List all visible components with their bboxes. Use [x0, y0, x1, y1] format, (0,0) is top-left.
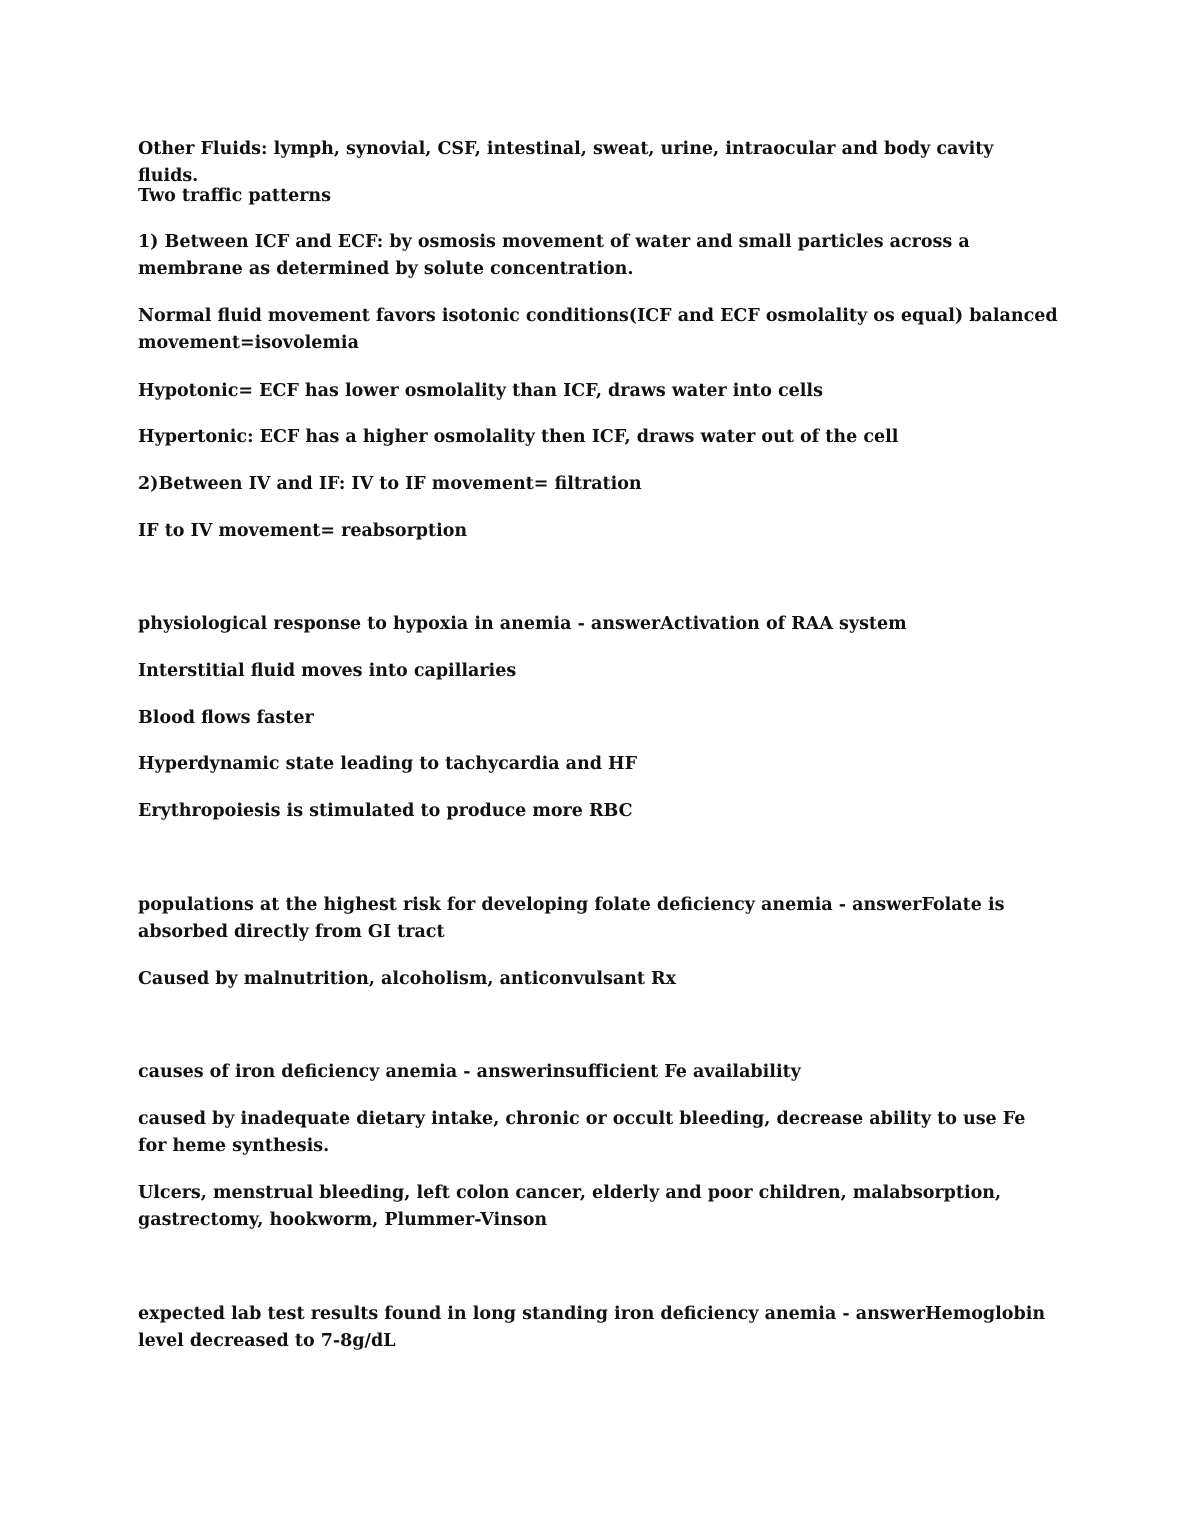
paragraph: Interstitial fluid moves into capillaries — [138, 661, 517, 681]
question-answer: populations at the highest risk for developing folate deficiency anemia - answerFolate is absorbed directly from GI tract — [138, 895, 1005, 942]
paragraph: Blood flows faster — [138, 708, 314, 728]
paragraph: Hypotonic= ECF has lower osmolality than ICF, draws water into cells — [138, 381, 823, 401]
paragraph: Erythropoiesis is stimulated to produce more RBC — [138, 801, 633, 821]
paragraph: 1) Between ICF and ECF: by osmosis movement of water and small particles across a membrane as determined by solute concentration. — [138, 232, 970, 279]
paragraph: IF to IV movement= reabsorption — [138, 521, 468, 541]
paragraph: Hyperdynamic state leading to tachycardia and HF — [138, 754, 638, 774]
paragraph: Ulcers, menstrual bleeding, left colon cancer, elderly and poor children, malabsorption, gastrectomy, hookworm, Plummer-Vinson — [138, 1183, 1002, 1230]
paragraph: 2)Between IV and IF: IV to IF movement= filtration — [138, 474, 642, 494]
question-answer: causes of iron deficiency anemia - answerinsufficient Fe availability — [138, 1062, 801, 1082]
question-answer: physiological response to hypoxia in anemia - answerActivation of RAA system — [138, 614, 907, 634]
paragraph: caused by inadequate dietary intake, chronic or occult bleeding, decrease ability to use Fe for heme synthesis. — [138, 1109, 1026, 1156]
question-answer: expected lab test results found in long standing iron deficiency anemia - answerHemoglobin level decreased to 7-8g/dL — [138, 1304, 1046, 1351]
paragraph: Caused by malnutrition, alcoholism, anticonvulsant Rx — [138, 969, 677, 989]
paragraph: Hypertonic: ECF has a higher osmolality then ICF, draws water out of the cell — [138, 427, 899, 447]
paragraph: Two traffic patterns — [138, 186, 332, 206]
paragraph: Normal fluid movement favors isotonic conditions(ICF and ECF osmolality os equal) balanced movement=isovolemia — [138, 306, 1058, 353]
paragraph: Other Fluids: lymph, synovial, CSF, intestinal, sweat, urine, intraocular and body cavity fluids. — [138, 139, 994, 186]
